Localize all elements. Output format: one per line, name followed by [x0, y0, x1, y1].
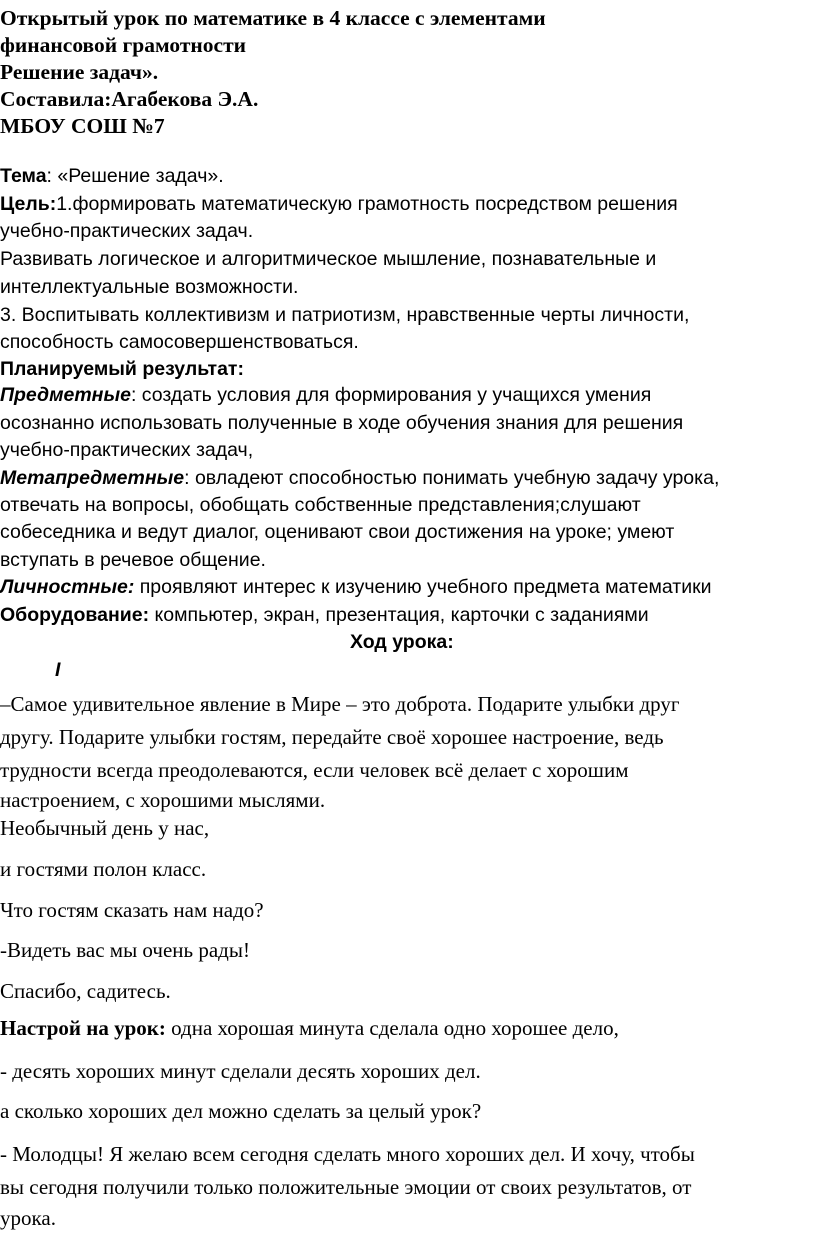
verse-line-1: Необычный день у нас,	[0, 816, 210, 840]
goal-line-1	[0, 195, 678, 215]
results-heading: Планируемый результат:	[0, 358, 244, 380]
header-line-3: Решение задач».	[0, 60, 159, 84]
personal-text: проявляют интерес к изучению учебного предмета математики	[134, 576, 712, 598]
closing-line-3: урока.	[0, 1206, 56, 1230]
subject-results-line-2: осознанно использовать полученные в ходе обучения знания для решения	[0, 412, 684, 434]
subject-results-line-3: учебно-практических задач,	[0, 439, 254, 461]
mood-label: Настрой на урок:	[0, 1016, 166, 1040]
mood-line-1	[0, 1018, 619, 1039]
goal-line-6: способность самосовершенствоваться.	[0, 331, 359, 353]
equipment-label: Оборудование:	[0, 604, 150, 626]
goal-line-2: учебно-практических задач.	[0, 220, 254, 242]
closing-line-1: - Молодцы! Я желаю всем сегодня сделать много хороших дел. И хочу, чтобы	[0, 1142, 695, 1166]
intro-line-4: настроением, с хорошими мыслями.	[0, 788, 326, 812]
header-line-2: финансовой грамотности	[0, 33, 247, 57]
verse-line-3: Что гостям сказать нам надо?	[0, 898, 264, 922]
intro-line-1: –Самое удивительное явление в Мире – это доброта. Подарите улыбки друг	[0, 692, 680, 716]
intro-line-3: трудности всегда преодолеваются, если человек всё делает с хорошим	[0, 758, 629, 782]
lesson-heading: Ход урока:	[350, 631, 454, 653]
topic-label: Тема	[0, 165, 47, 187]
mood-line-2: - десять хороших минут сделали десять хороших дел.	[0, 1059, 481, 1083]
school-line: МБОУ СОШ №7	[0, 114, 165, 138]
goal-line-3: Развивать логическое и алгоритмическое мышление, познавательные и	[0, 248, 657, 270]
meta-results-line-4: вступать в речевое общение.	[0, 549, 266, 571]
topic-text: : «Решение задач».	[46, 165, 224, 187]
verse-line-4: -Видеть вас мы очень рады!	[0, 938, 250, 962]
meta-label: Метапредметные	[0, 467, 185, 489]
personal-label: Личностные:	[0, 576, 135, 598]
meta-text-1: : овладеют способностью понимать учебную задачу урока,	[184, 467, 720, 489]
equipment-text: компьютер, экран, презентация, карточки с заданиями	[149, 604, 649, 626]
mood-text: одна хорошая минута сделала одно хорошее дело,	[165, 1016, 619, 1040]
subject-label: Предметные	[0, 384, 131, 406]
meta-results-line-3: собеседника и ведут диалог, оценивают свои достижения на уроке; умеют	[0, 521, 675, 543]
goal-label: Цель:	[0, 193, 57, 215]
meta-results-line-2: отвечать на вопросы, обобщать собственные представления;слушают	[0, 494, 641, 516]
author-line: Составила:Агабекова Э.А.	[0, 87, 259, 111]
equipment-line	[0, 606, 649, 626]
goal-text-1: 1.формировать математическую грамотность посредством решения	[56, 193, 678, 215]
meta-results-line-1	[0, 469, 719, 489]
subject-text-1: : создать условия для формирования у учащихся умения	[130, 384, 652, 406]
goal-line-5: 3. Воспитывать коллективизм и патриотизм, нравственные черты личности,	[0, 304, 690, 326]
stage-number: I	[55, 659, 61, 681]
closing-line-2: вы сегодня получили только положительные эмоции от своих результатов, от	[0, 1175, 692, 1199]
intro-line-2: другу. Подарите улыбки гостям, передайте своё хорошее настроение, ведь	[0, 725, 664, 749]
personal-results-line	[0, 578, 712, 598]
subject-results-line-1	[0, 386, 651, 406]
verse-line-2: и гостями полон класс.	[0, 857, 207, 881]
verse-line-5: Спасибо, садитесь.	[0, 979, 171, 1003]
header-line-1: Открытый урок по математике в 4 классе с элементами	[0, 6, 546, 30]
mood-line-3: а сколько хороших дел можно сделать за целый урок?	[0, 1099, 482, 1123]
goal-line-4: интеллектуальные возможности.	[0, 276, 299, 298]
topic-line	[0, 167, 224, 187]
